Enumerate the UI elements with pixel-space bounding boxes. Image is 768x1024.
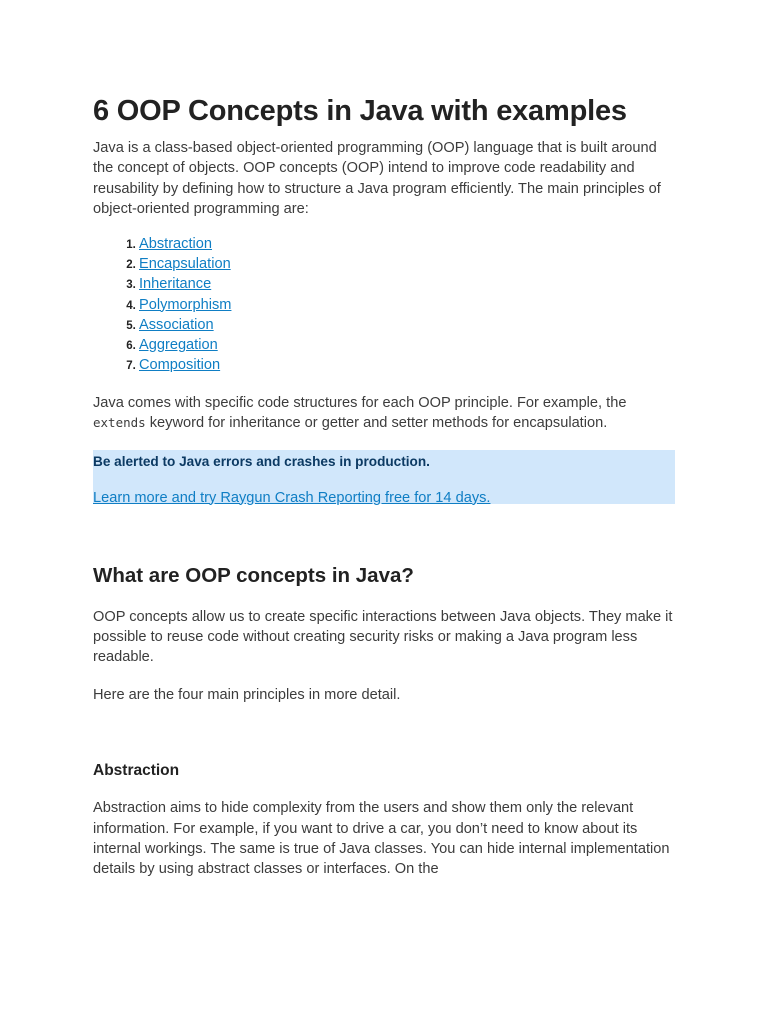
list-item [139,315,675,335]
concept-link-abstraction[interactable]: Abstraction [139,235,213,252]
intro-paragraph: Java is a class-based object-oriented programming (OOP) language that is built around the concept of objects. OOP concepts (OOP) intend to improve code readability and reusability by defining how to structure a Java program efficiently. The main principles of object-oriented programming are: [93,140,661,218]
raygun-callout [93,450,675,504]
abstraction-paragraph: Abstraction aims to hide complexity from the users and show them only the relevant information. For example, if you want to drive a car, you don’t need to know about its internal workings. The same is true of Java classes. You can hide internal implementation details by using abstract classes or interfaces. On the [93,800,670,878]
list-item [139,254,675,274]
code-structures-text-before: Java comes with specific code structures for each OOP principle. For example, the [93,394,627,411]
article [93,92,675,880]
concept-link-association[interactable]: Association [139,316,214,333]
concept-link-encapsulation[interactable]: Encapsulation [139,255,231,272]
concepts-list [93,234,675,376]
extends-keyword: extends [93,415,146,431]
concept-link-polymorphism[interactable]: Polymorphism [139,296,232,313]
section-detail-paragraph: Here are the four main principles in more detail. [93,686,401,703]
section-heading: What are OOP concepts in Java? [93,563,414,587]
page-title: 6 OOP Concepts in Java with examples [93,95,627,127]
raygun-trial-link[interactable]: Learn more and try Raygun Crash Reporting free for 14 days. [93,489,491,506]
abstraction-heading: Abstraction [93,762,180,780]
concept-link-composition[interactable]: Composition [139,357,221,374]
concept-link-aggregation[interactable]: Aggregation [139,337,218,354]
list-item [139,295,675,315]
list-item [139,335,675,355]
callout-alert-text: Be alerted to Java errors and crashes in production. [93,453,430,469]
list-item [139,274,675,294]
list-item [139,355,675,375]
code-structures-text-after: keyword for inheritance or getter and setter methods for encapsulation. [145,415,608,432]
section-paragraph: OOP concepts allow us to create specific interactions between Java objects. They make it possible to reuse code without creating security risks or making a Java program less readable. [93,608,673,666]
concept-link-inheritance[interactable]: Inheritance [139,276,212,293]
list-item [139,234,675,254]
code-structures-paragraph [93,393,675,434]
